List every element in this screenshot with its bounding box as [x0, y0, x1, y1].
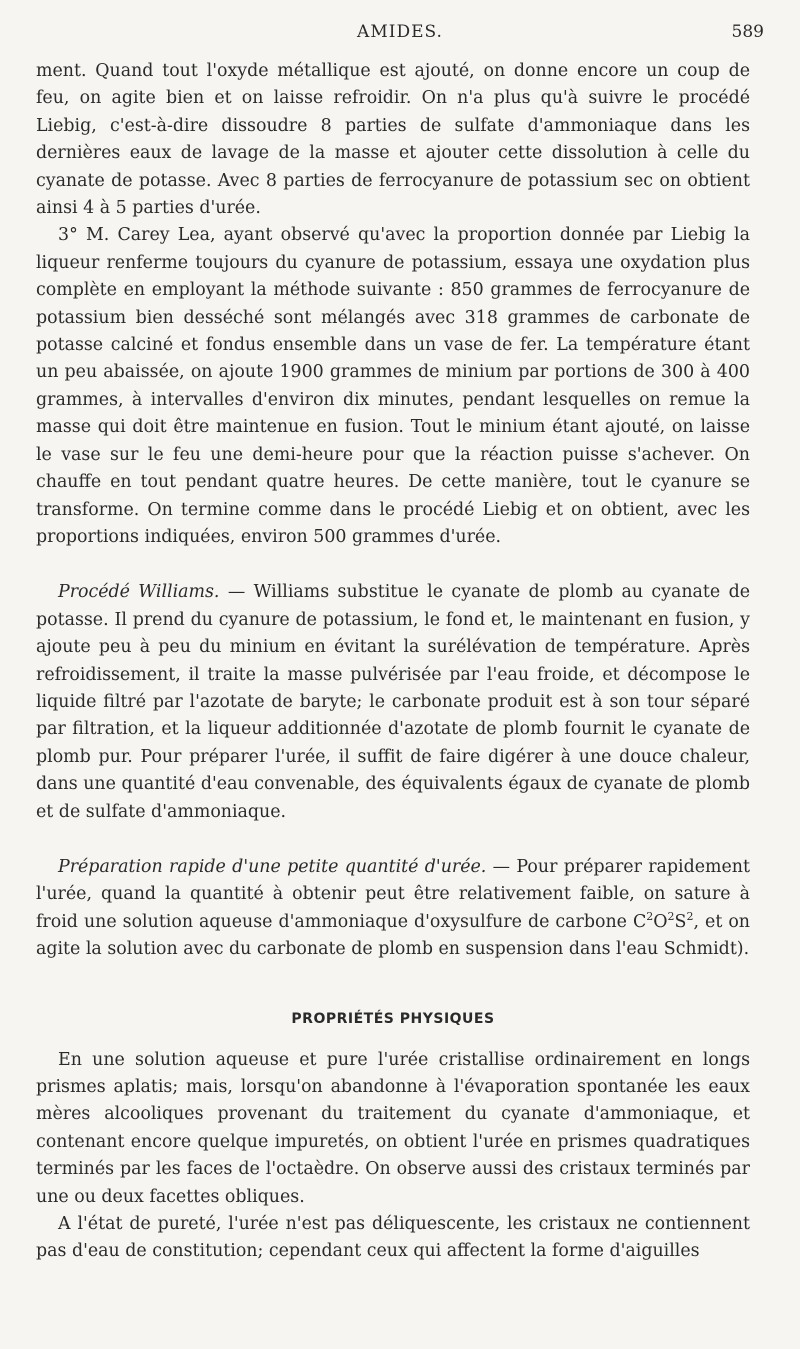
- paragraph-crystallization: En une solution aqueuse et pure l'urée cristallise ordinairement en longs prismes aplatis; mais, lorsqu'on abandonne à l'évaporation spontanée les eaux mères alcooliques provenant du traitement du cyanate d'ammoniaque, et contenant encore quelque impuretés, on obtient l'urée en prismes quadratiques terminés par les faces de l'octaèdre. On observe aussi des cristaux terminés par une ou deux facettes obliques.: [36, 1049, 750, 1207]
- williams-text: — Williams substitue le cyanate de plomb au cyanate de potasse. Il prend du cyanure de potassium, le fond et, le maintenant en fusion, y ajoute peu à peu du minium en évitant la surélévation de température. Après refroidissement, il traite la masse pulvérisée par l'eau froide, et décompose le liquide filtré par l'azotate de baryte; le carbonate produit est à son tour séparé par filtration, et la liqueur additionnée d'azotate de plomb fournit le cyanate de plomb pur. Pour préparer l'urée, il suffit de faire digérer à une douce chaleur, dans une quantité d'eau convenable, des équivalents égaux de cyanate de plomb et de sulfate d'ammoniaque.: [36, 582, 750, 822]
- running-head: AMIDES.: [357, 22, 443, 42]
- paragraph-carey-lea: 3° M. Carey Lea, ayant observé qu'avec la proportion donnée par Liebig la liqueur renferme toujours du cyanure de potassium, essaya une oxydation plus complète en employant la méthode suivante : 850 grammes de ferrocyanure de potassium bien desséché sont mélangés avec 318 grammes de carbonate de potasse calciné et fondus ensemble dans un vase de fer. La température étant un peu abaissée, on ajoute 1900 grammes de minium par portions de 300 à 400 grammes, à intervalles d'environ dix minutes, pendant lesquelles on remue la masse qui doit être maintenue en fusion. Tout le minium étant ajouté, on laisse le vase sur le feu une demi-heure pour que la réaction puisse s'achever. On chauffe en tout pendant quatre heures. De cette manière, tout le cyanure se transforme. On termine comme dans le procédé Liebig et on obtient, avec les proportions indiquées, environ 500 grammes d'urée.: [36, 225, 750, 547]
- paragraph-williams: [36, 579, 750, 826]
- rapid-prep-text-a: — Pour préparer rapidement l'urée, quand la quantité à obtenir peut être relativement faible, on sature à froid une solution aqueuse d'ammoniaque d'oxysulfure de carbone C: [36, 856, 750, 932]
- formula-sup-3: 2: [686, 909, 694, 923]
- formula-sup-1: 2: [646, 909, 654, 923]
- paragraph-continuation: ment. Quand tout l'oxyde métallique est ajouté, on donne encore un coup de feu, on agite bien et on laisse refroidir. On n'a plus qu'à suivre le procédé Liebig, c'est-à-dire dissoudre 8 parties de sulfate d'ammoniaque dans les dernières eaux de lavage de la masse et ajouter cette dissolution à celle du cyanate de potasse. Avec 8 parties de ferrocyanure de potassium sec on obtient ainsi 4 à 5 parties d'urée.: [36, 61, 750, 219]
- page-number: 589: [731, 22, 764, 42]
- body-text: [36, 58, 750, 1266]
- formula-s: S: [674, 911, 687, 932]
- paragraph-purity: A l'état de pureté, l'urée n'est pas déliquescente, les cristaux ne contiennent pas d'eau de constitution; cependant ceux qui affectent la forme d'aiguilles: [36, 1214, 750, 1262]
- formula-sup-2: 2: [667, 909, 675, 923]
- formula-o: O: [653, 911, 668, 932]
- paragraph-rapid-prep: [36, 854, 750, 964]
- page-header: [36, 22, 764, 48]
- section-heading: PROPRIÉTÉS PHYSIQUES: [291, 1010, 495, 1027]
- rapid-prep-text-b: , et on agite la solution avec du carbonate de plomb en suspension dans l'eau Schmidt).: [36, 911, 750, 960]
- rapid-prep-title: Préparation rapide d'une petite quantité d'urée.: [58, 856, 487, 877]
- williams-title: Procédé Williams.: [58, 582, 220, 603]
